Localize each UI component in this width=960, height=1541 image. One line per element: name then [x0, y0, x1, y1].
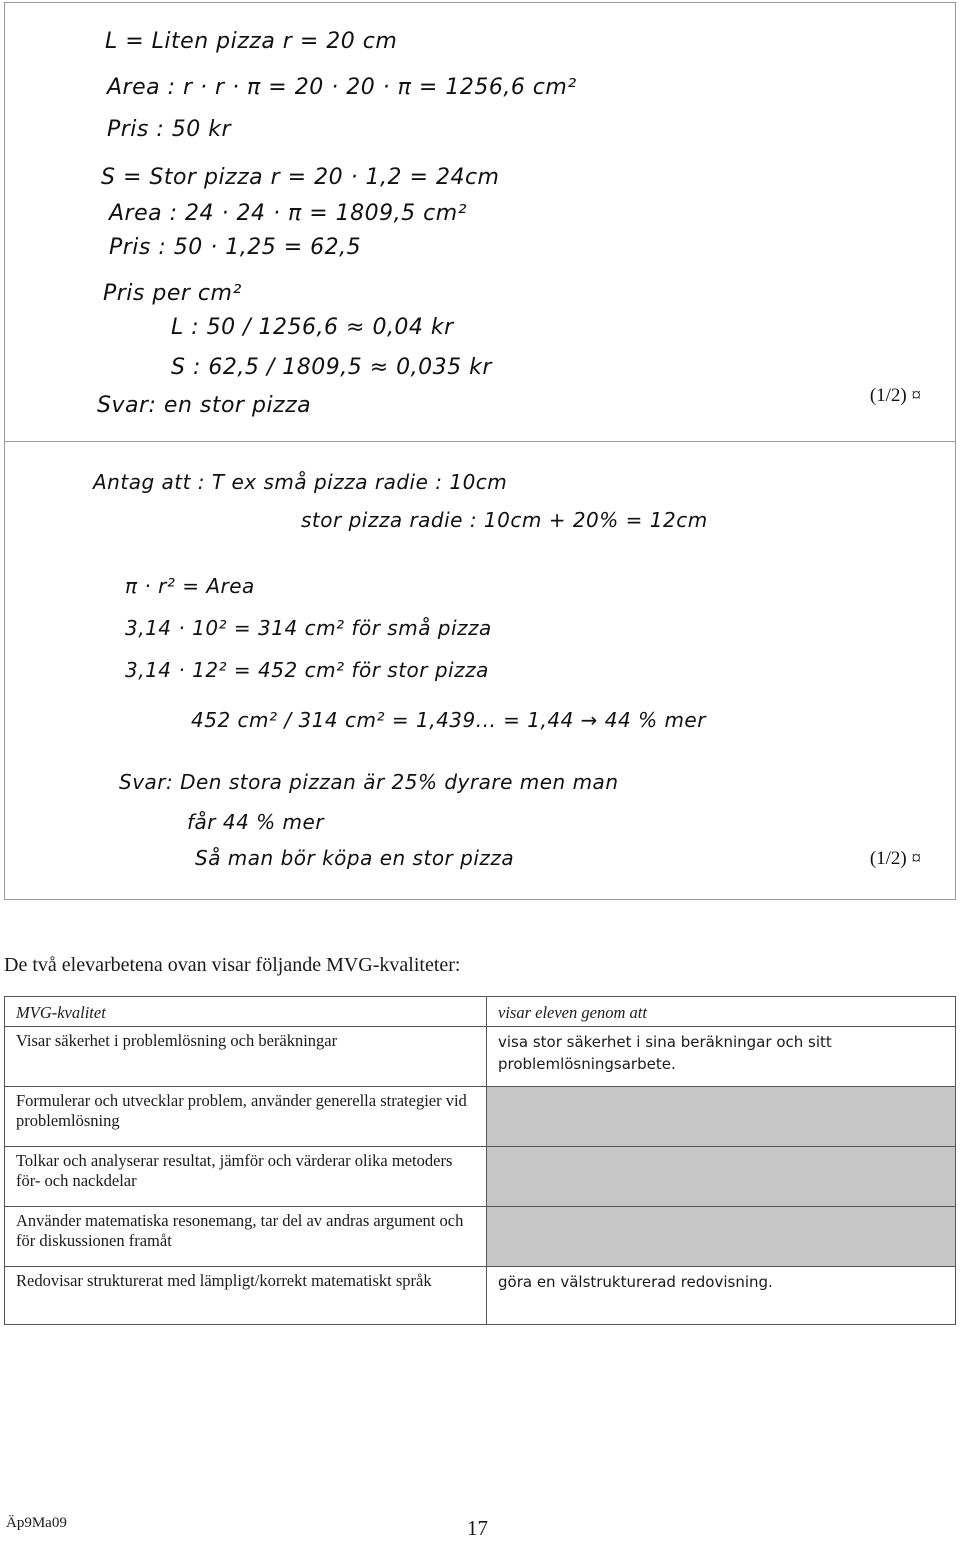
handwritten-line: 3,14 · 10² = 314 cm² för små pizza [125, 616, 492, 640]
evidence-cell-shaded [487, 1147, 956, 1207]
handwritten-line: S : 62,5 / 1809,5 ≈ 0,035 kr [171, 355, 492, 380]
score-mark: (1/2) ¤ [869, 848, 921, 869]
handwritten-line: Antag att : T ex små pizza radie : 10cm [93, 470, 508, 494]
page-number: 17 [467, 1516, 488, 1540]
handwritten-line: L = Liten pizza r = 20 cm [105, 29, 398, 54]
column-header-quality: MVG-kvalitet [5, 997, 487, 1027]
handwritten-line: Så man bör köpa en stor pizza [195, 846, 515, 870]
evidence-cell: visa stor säkerhet i sina beräkningar och sitt problemlösningsarbete. [487, 1027, 956, 1087]
table-row [5, 1087, 956, 1147]
table-row [5, 1027, 956, 1087]
handwritten-line: L : 50 / 1256,6 ≈ 0,04 kr [171, 315, 454, 340]
handwritten-line: Pris : 50 · 1,25 = 62,5 [109, 235, 362, 260]
table-row [5, 1267, 956, 1325]
handwritten-line: Svar: en stor pizza [97, 393, 312, 418]
quality-cell: Redovisar strukturerat med lämpligt/korrekt matematiskt språk [5, 1267, 487, 1325]
table-row [5, 1207, 956, 1267]
handwritten-line: Area : r · r · π = 20 · 20 · π = 1256,6 cm² [107, 75, 577, 100]
quality-cell: Använder matematiska resonemang, tar del av andras argument och för diskussionen framåt [5, 1207, 487, 1267]
summary-heading: De två elevarbetena ovan visar följande MVG-kvaliteter: [4, 954, 461, 976]
score-mark: (1/2) ¤ [869, 385, 921, 406]
evidence-cell-shaded [487, 1087, 956, 1147]
mvg-quality-table [4, 996, 956, 1325]
table-row [5, 1147, 956, 1207]
handwritten-line: Svar: Den stora pizzan är 25% dyrare men man [119, 770, 619, 794]
quality-cell: Formulerar och utvecklar problem, använder generella strategier vid problemlösning [5, 1087, 487, 1147]
document-code: Äp9Ma09 [6, 1515, 67, 1531]
handwritten-line: 3,14 · 12² = 452 cm² för stor pizza [125, 658, 489, 682]
handwritten-line: Pris : 50 kr [107, 117, 232, 142]
handwritten-line: stor pizza radie : 10cm + 20% = 12cm [301, 508, 708, 532]
quality-cell: Tolkar och analyserar resultat, jämför och värderar olika metoders för- och nackdelar [5, 1147, 487, 1207]
evidence-cell: göra en välstrukturerad redovisning. [487, 1267, 956, 1325]
handwritten-line: får 44 % mer [187, 810, 325, 834]
handwritten-line: Area : 24 · 24 · π = 1809,5 cm² [109, 201, 467, 226]
handwritten-line: S = Stor pizza r = 20 · 1,2 = 24cm [101, 165, 500, 190]
quality-cell: Visar säkerhet i problemlösning och beräkningar [5, 1027, 487, 1087]
evidence-cell-shaded [487, 1207, 956, 1267]
column-header-evidence: visar eleven genom att [487, 997, 956, 1027]
handwritten-line: Pris per cm² [103, 281, 242, 306]
student-work-1 [4, 2, 956, 442]
handwritten-line: 452 cm² / 314 cm² = 1,439... = 1,44 → 44 % mer [191, 708, 706, 732]
table-header-row [5, 997, 956, 1027]
student-work-2 [4, 441, 956, 900]
handwritten-line: π · r² = Area [125, 574, 255, 598]
